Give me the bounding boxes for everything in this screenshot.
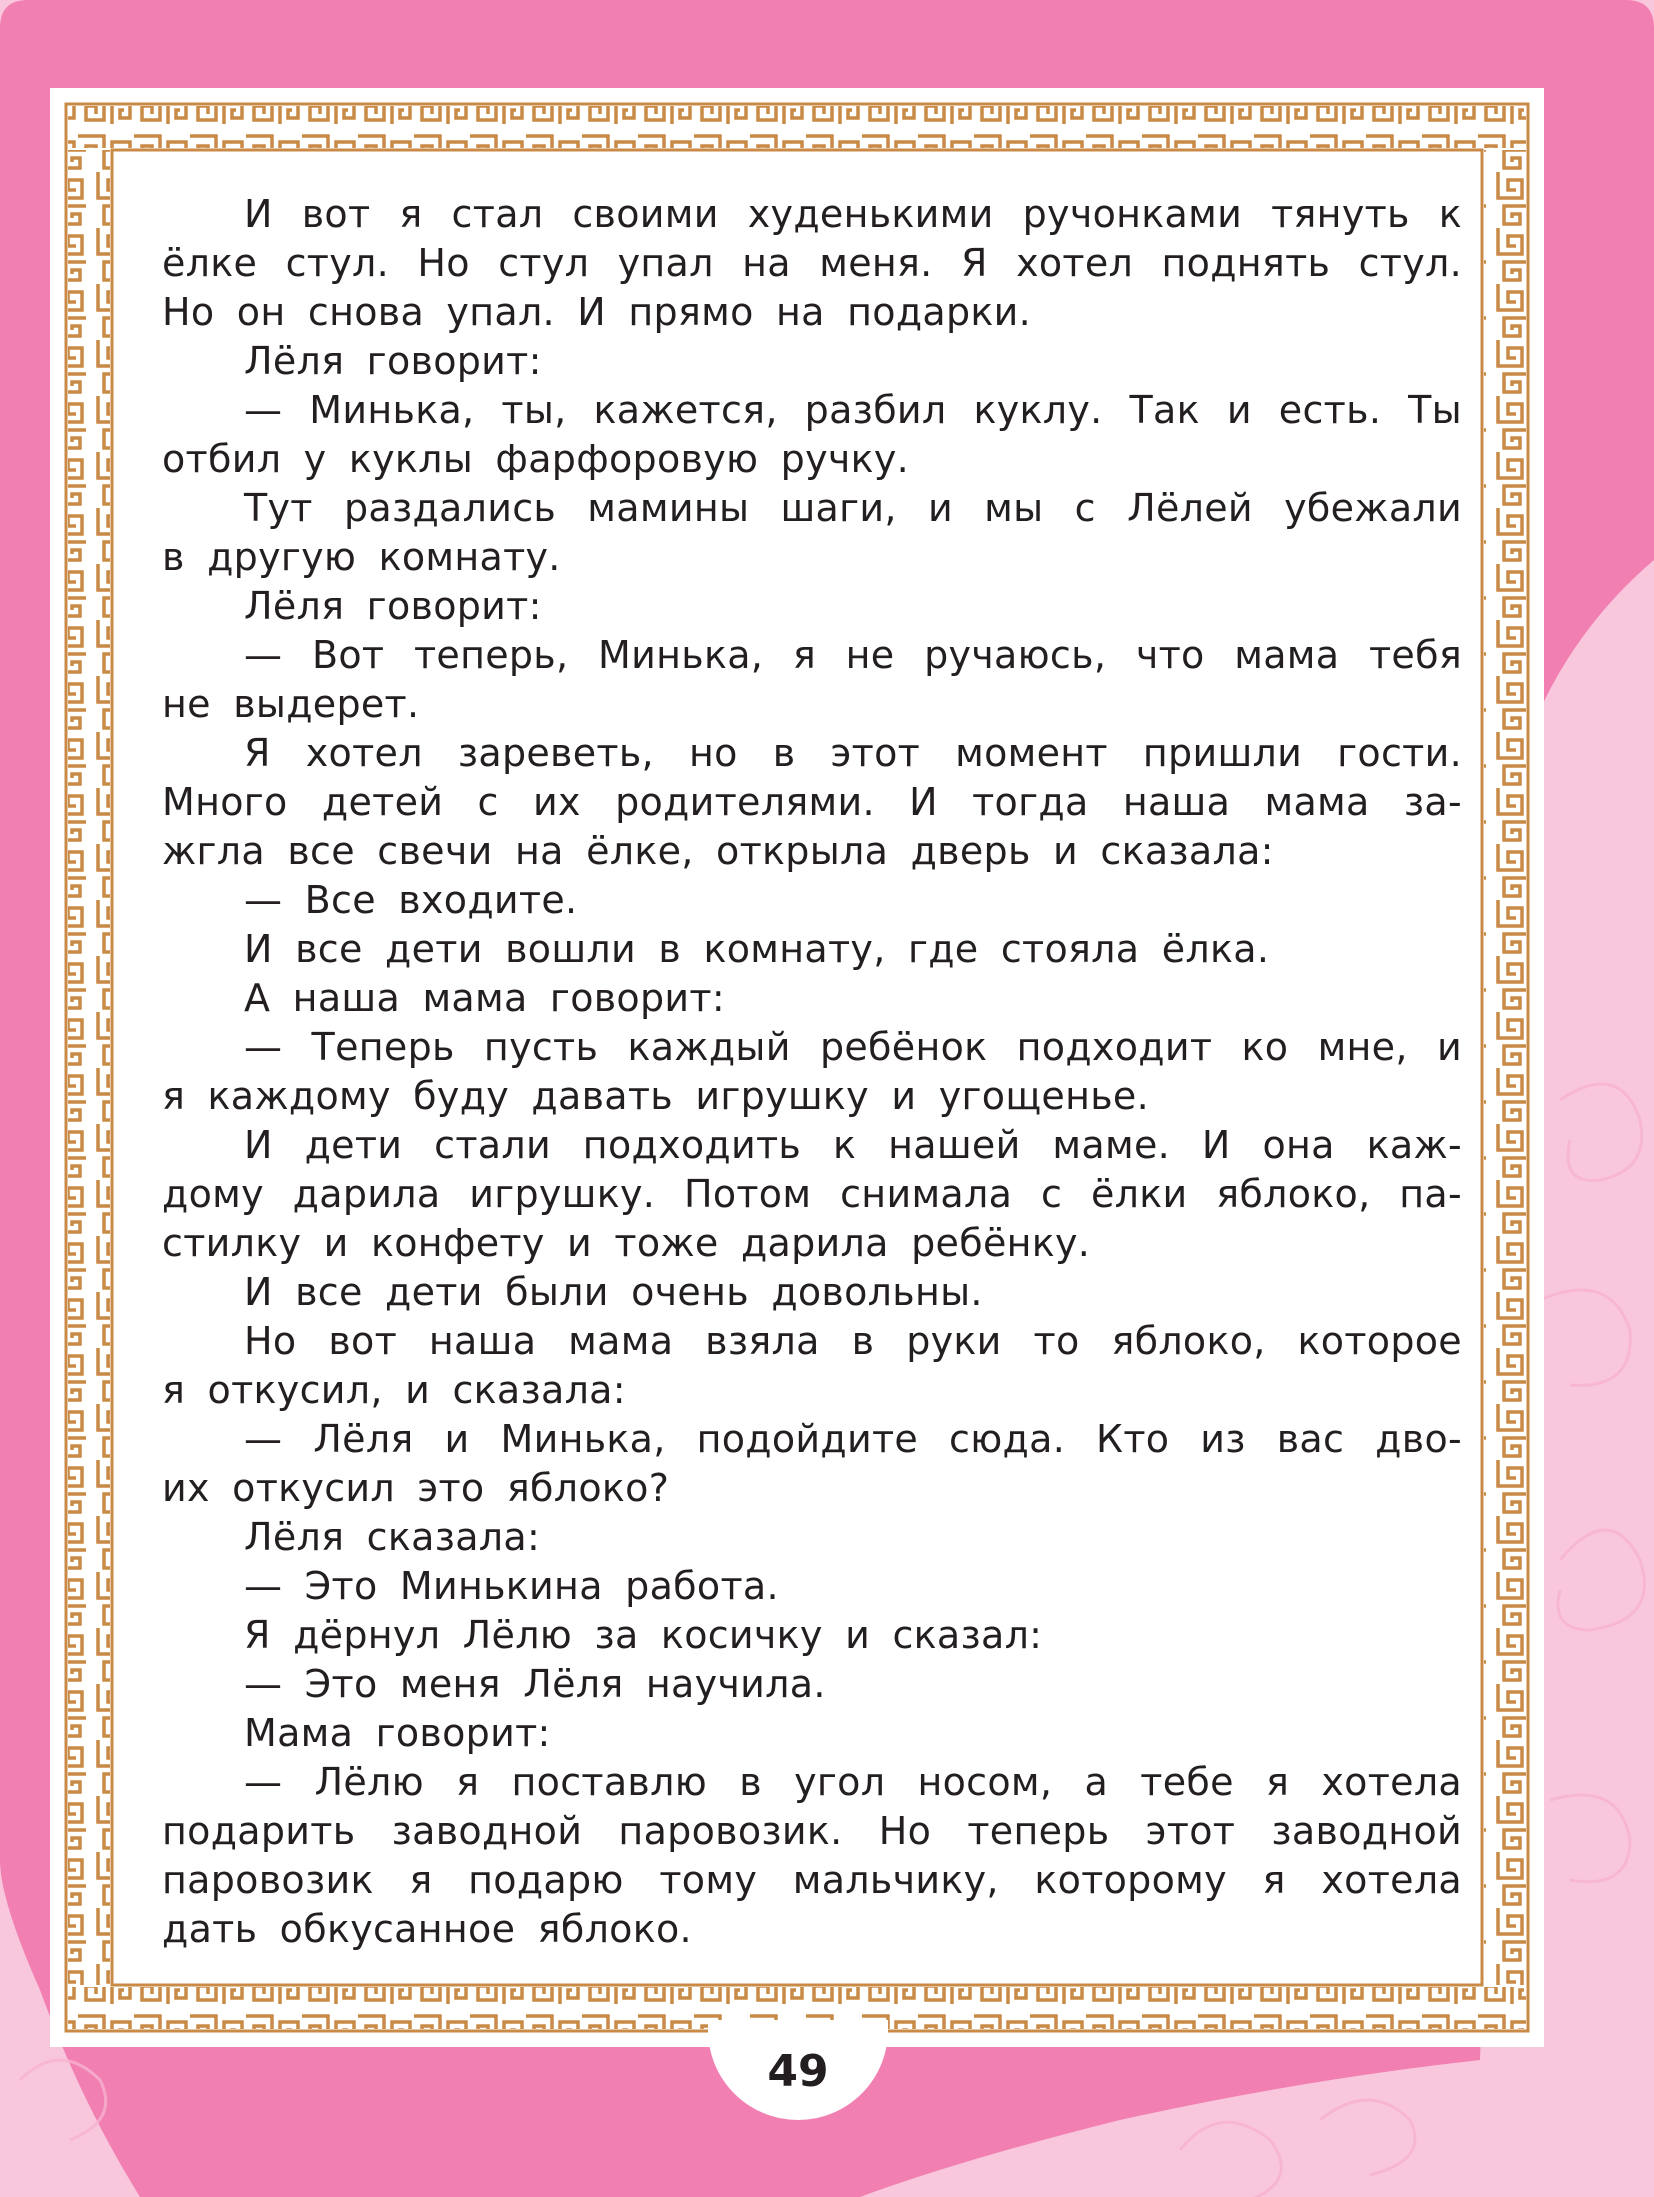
- text-line: И все дети были очень довольны.: [244, 1270, 983, 1314]
- text-line: Мама говорит:: [244, 1711, 551, 1755]
- text-line: Я дёрнул Лёлю за косичку и сказал:: [244, 1613, 1043, 1657]
- text-line: Лёля говорит:: [244, 584, 542, 628]
- text-line: Я хотел зареветь, но в этот момент пришли гости.: [244, 731, 1462, 775]
- text-line: Лёля сказала:: [244, 1515, 541, 1559]
- text-line: стилку и конфету и тоже дарила ребёнку.: [162, 1221, 1091, 1265]
- text-line: не выдерет.: [162, 682, 420, 726]
- text-line: Но вот наша мама взяла в руки то яблоко, которое: [244, 1319, 1462, 1363]
- text-line: Много детей с их родителями. И тогда наша мама за-: [162, 780, 1462, 824]
- text-line: — Минька, ты, кажется, разбил куклу. Так и есть. Ты: [244, 388, 1462, 432]
- text-line: дать обкусанное яблоко.: [162, 1907, 692, 1951]
- text-line: я откусил, и сказала:: [162, 1368, 626, 1412]
- text-line: — Это меня Лёля научила.: [244, 1662, 826, 1706]
- text-line: жгла все свечи на ёлке, открыла дверь и сказала:: [162, 829, 1274, 873]
- text-line: — Вот теперь, Минька, я не ручаюсь, что мама тебя: [244, 633, 1462, 677]
- text-line: И вот я стал своими худенькими ручонками тянуть к: [244, 192, 1462, 236]
- text-line: Но он снова упал. И прямо на подарки.: [162, 290, 1032, 334]
- text-line: И дети стали подходить к нашей маме. И она каж-: [244, 1123, 1462, 1167]
- text-line: Лёля говорит:: [244, 339, 542, 383]
- text-line: отбил у куклы фарфоровую ручку.: [162, 437, 910, 481]
- text-line: А наша мама говорит:: [244, 976, 725, 1020]
- text-line: подарить заводной паровозик. Но теперь этот заводной: [162, 1809, 1462, 1853]
- text-line: я каждому буду давать игрушку и угощенье.: [162, 1074, 1149, 1118]
- text-line: паровозик я подарю тому мальчику, которому я хотела: [162, 1858, 1462, 1902]
- text-line: дому дарила игрушку. Потом снимала с ёлки яблоко, па-: [162, 1172, 1462, 1216]
- text-line: И все дети вошли в комнату, где стояла ёлка.: [244, 927, 1270, 971]
- text-line: — Теперь пусть каждый ребёнок подходит ко мне, и: [244, 1025, 1462, 1069]
- page-number: 49: [708, 2020, 888, 2120]
- text-line: Тут раздались мамины шаги, и мы с Лёлей убежали: [244, 486, 1462, 530]
- text-line: ёлке стул. Но стул упал на меня. Я хотел поднять стул.: [162, 241, 1462, 285]
- text-line: — Лёлю я поставлю в угол носом, а тебе я хотела: [244, 1760, 1462, 1804]
- text-line: — Это Минькина работа.: [244, 1564, 779, 1608]
- text-line: в другую комнату.: [162, 535, 561, 579]
- story-text: [162, 190, 1462, 1954]
- text-line: — Все входите.: [244, 878, 578, 922]
- book-page: [52, 90, 1542, 2045]
- text-line: их откусил это яблоко?: [162, 1466, 670, 1510]
- text-line: — Лёля и Минька, подойдите сюда. Кто из вас дво-: [244, 1417, 1462, 1461]
